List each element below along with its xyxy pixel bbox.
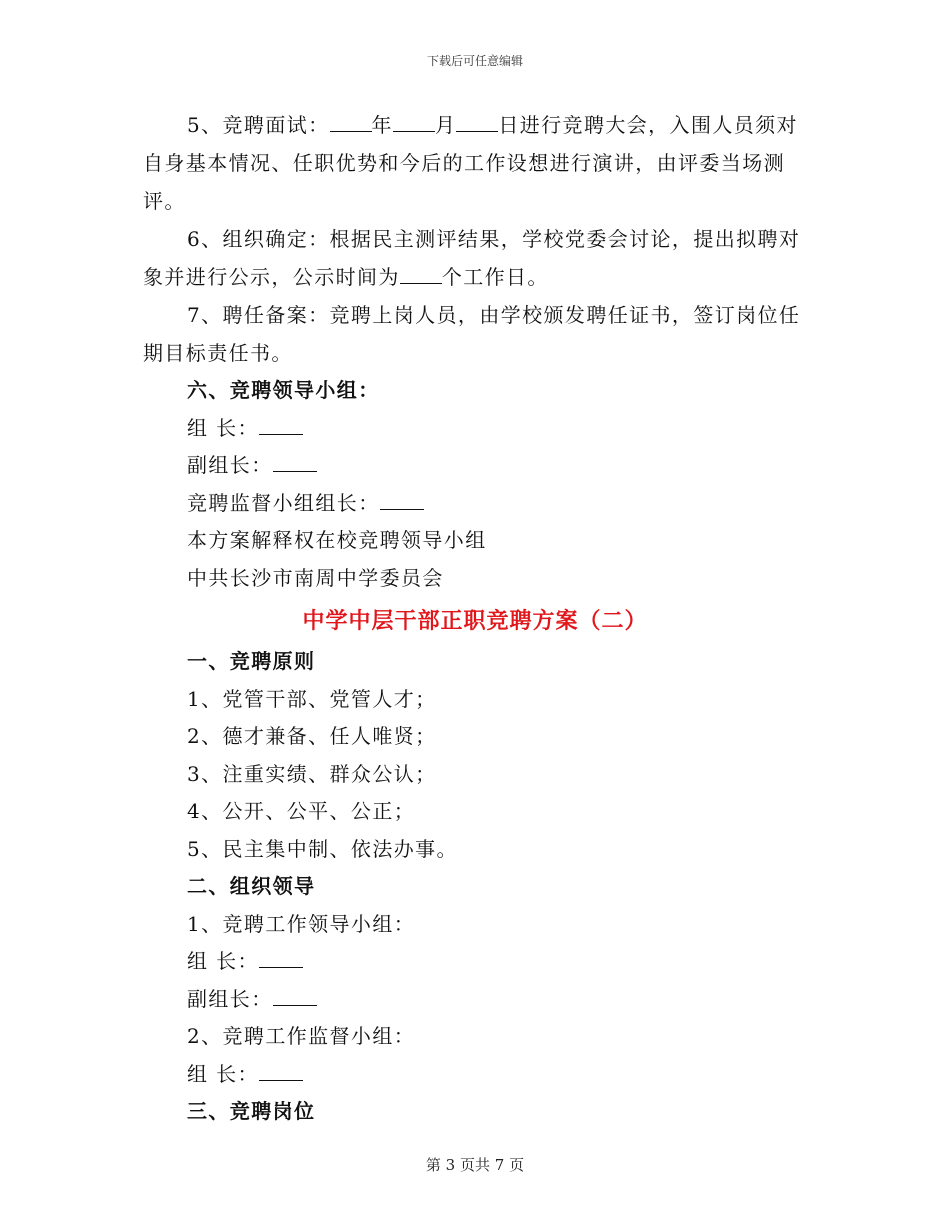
leader-label: 组 长： [187, 1061, 259, 1086]
blank-line [330, 111, 372, 132]
month-label: 月 [434, 113, 457, 137]
group2-line: 2、竞聘工作监督小组： [187, 1024, 416, 1048]
supervisor-label: 竞聘监督小组组长： [187, 490, 380, 515]
principle-item: 4、公开、公平、公正； [187, 799, 416, 823]
interview-label: 5、竞聘面试： [187, 113, 330, 137]
paragraph-interview [143, 106, 807, 220]
blank-line [380, 489, 424, 510]
part2-heading: 二、组织领导 [187, 874, 316, 898]
paragraph-record: 7、聘任备案：竞聘上岗人员，由学校颁发聘任证书，签订岗位任期目标责任书。 [143, 303, 801, 365]
confirm-text: 6、组织确定：根据民主测评结果，学校党委会讨论，提出拟聘对象并进行公示，公示时间为 [143, 227, 801, 289]
deputy-label: 副组长： [187, 453, 273, 477]
group1-deputy-line [143, 981, 807, 1019]
deputy-label: 副组长： [187, 986, 273, 1011]
deputy-line [143, 447, 807, 485]
page-footer: 第 3 页共 7 页 [425, 1156, 525, 1174]
blank-line [393, 111, 435, 132]
principle-item: 2、德才兼备、任人唯贤； [187, 724, 437, 748]
principle-item: 1、党管干部、党管人才； [187, 686, 437, 711]
page-header: 下载后可任意编辑 [426, 54, 523, 68]
interpretation-line: 本方案解释权在校竞聘领导小组 [187, 528, 487, 552]
blank-line [456, 111, 498, 132]
confirm-text-end: 个工作日。 [441, 265, 549, 289]
blank-line [259, 947, 303, 968]
document-title: 中学中层干部正职竞聘方案（二） [302, 608, 648, 634]
year-label: 年 [371, 113, 393, 137]
group2-leader-line [143, 1056, 807, 1094]
document-body [143, 106, 807, 1131]
group1-line: 1、竞聘工作领导小组： [187, 911, 416, 936]
blank-line [273, 451, 317, 472]
leader-line [143, 410, 807, 448]
blank-line [273, 985, 317, 1006]
paragraph-confirm [143, 220, 807, 296]
blank-line [400, 263, 442, 284]
blank-line [259, 1060, 303, 1081]
leader-label: 组 长： [187, 949, 259, 973]
part3-heading: 三、竞聘岗位 [187, 1099, 316, 1123]
part1-heading: 一、竞聘原则 [187, 649, 316, 673]
principle-item: 5、民主集中制、依法办事。 [187, 836, 458, 861]
supervisor-line [143, 485, 807, 523]
section6-heading: 六、竞聘领导小组： [187, 378, 380, 402]
group1-leader-line [143, 943, 807, 981]
leader-label: 组 长： [187, 415, 259, 440]
blank-line [259, 414, 303, 435]
organization-line: 中共长沙市南周中学委员会 [187, 565, 444, 590]
principle-item: 3、注重实绩、群众公认； [187, 761, 437, 786]
interview-text: 日进行竞聘大会，入围人员须对自身基本情况、任职优势和今后的工作设想进行演讲，由评委当场测评。 [143, 113, 798, 213]
